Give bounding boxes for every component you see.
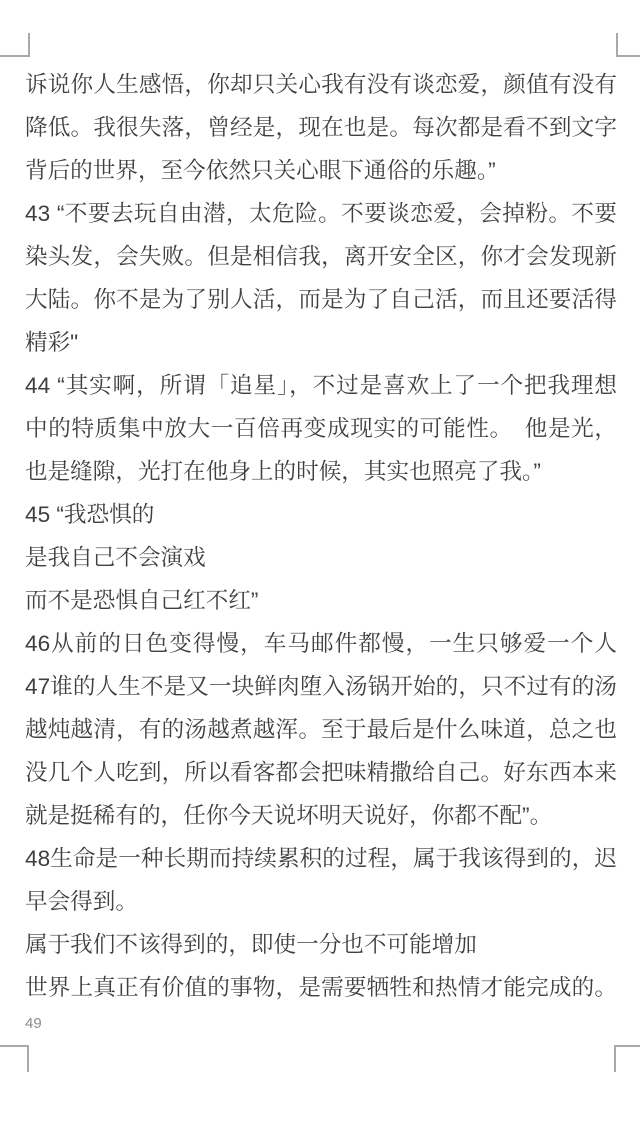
quote-44-line-3: 也是缝隙，光打在他身上的时候，其实也照亮了我。”: [25, 459, 541, 484]
quote-48-line-4: 世界上真正有价值的事物，是需要牺牲和热情才能完成的。: [25, 975, 617, 1000]
crop-mark-bottom-right-icon: [614, 1045, 640, 1072]
quote-continuation-line-2: 降低。我很失落，曾经是，现在也是。每次都是看不到文字: [25, 115, 617, 140]
quote-47-line-3: 没几个人吃到，所以看客都会把味精撒给自己。好东西本来: [25, 760, 617, 785]
crop-mark-top-left-icon: [0, 33, 30, 57]
quote-48-line-1: 48生命是一种长期而持续累积的过程，属于我该得到的，迟: [25, 846, 617, 871]
next-item-number: 49: [25, 1015, 42, 1032]
quote-continuation-line-3: 背后的世界，至今依然只关心眼下通俗的乐趣。”: [25, 158, 496, 183]
quote-47-line-2: 越炖越清，有的汤越煮越浑。至于最后是什么味道，总之也: [25, 717, 617, 742]
quote-45-line-3: 而不是恐惧自己红不红”: [25, 588, 259, 613]
quote-45-line-1: 45 “我恐惧的: [25, 502, 155, 527]
quote-continuation-line-1: 诉说你人生感悟，你却只关心我有没有谈恋爱，颜值有没有: [25, 72, 617, 97]
quote-45-line-2: 是我自己不会演戏: [25, 545, 206, 570]
quote-43-line-4: 精彩": [25, 330, 79, 355]
quote-47-line-4: 就是挺稀有的，任你今天说坏明天说好，你都不配”。: [25, 803, 553, 828]
quote-48-line-2: 早会得到。: [25, 889, 138, 914]
crop-mark-bottom-left-icon: [0, 1045, 29, 1072]
quote-46-line-1: 46从前的日色变得慢，车马邮件都慢，一生只够爱一个人: [25, 631, 617, 656]
crop-mark-top-right-icon: [616, 33, 640, 57]
quote-44-line-2: 中的特质集中放大一百倍再变成现实的可能性。 他是光，: [25, 416, 617, 441]
quote-48-line-3: 属于我们不该得到的，即使一分也不可能增加: [25, 932, 477, 957]
quote-44-line-1: 44 “其实啊，所谓「追星」，不过是喜欢上了一个把我理想: [25, 373, 617, 398]
quote-43-line-3: 大陆。你不是为了别人活，而是为了自己活，而且还要活得: [25, 287, 617, 312]
quote-43-line-1: 43 “不要去玩自由潜，太危险。不要谈恋爱，会掉粉。不要: [25, 201, 617, 226]
quote-43-line-2: 染头发，会失败。但是相信我，离开安全区，你才会发现新: [25, 244, 617, 269]
quotes-text-block: [25, 63, 617, 1035]
quote-47-line-1: 47谁的人生不是又一块鲜肉堕入汤锅开始的，只不过有的汤: [25, 674, 617, 699]
